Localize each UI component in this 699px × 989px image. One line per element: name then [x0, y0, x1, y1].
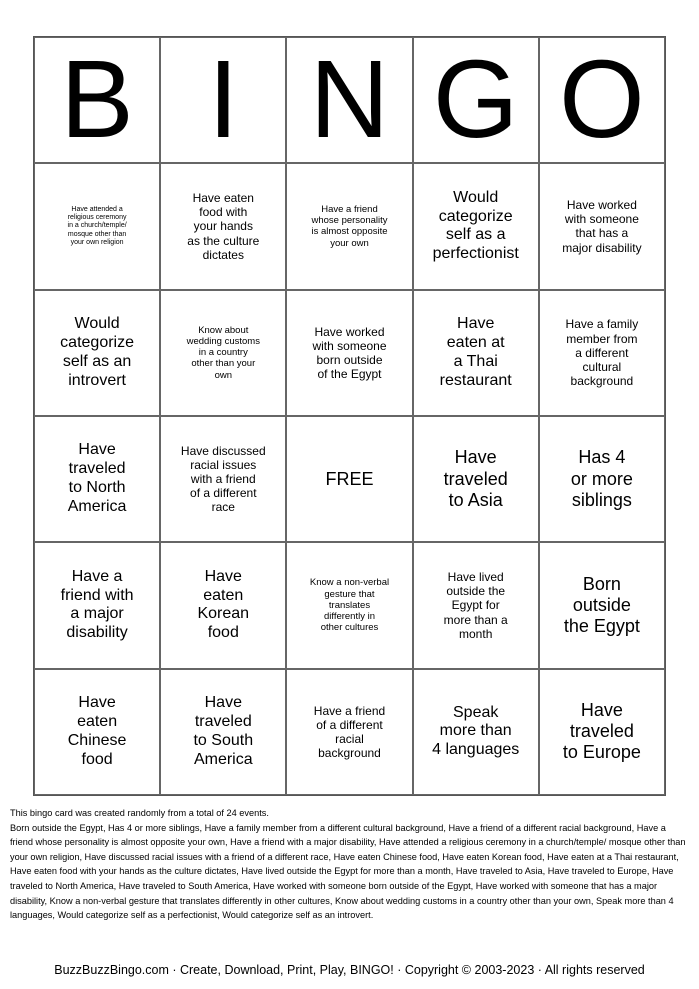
bingo-cell: Have worked with someone born outside of the Egypt: [286, 290, 412, 416]
header-letter-o: O: [539, 37, 665, 163]
bingo-cell: Have eaten Korean food: [160, 542, 286, 668]
header-letter-i: I: [160, 37, 286, 163]
bingo-cell: Have lived outside the Egypt for more than a month: [413, 542, 539, 668]
header-letter-n: N: [286, 37, 412, 163]
bingo-cell: Have a family member from a different cultural background: [539, 290, 665, 416]
bingo-card: [33, 36, 666, 796]
bingo-cell: Have worked with someone that has a major disability: [539, 163, 665, 289]
bingo-cell: Speak more than 4 languages: [413, 669, 539, 795]
bingo-cell: Has 4 or more siblings: [539, 416, 665, 542]
card-info-summary: This bingo card was created randomly from a total of 24 events.: [10, 808, 269, 818]
free-space: FREE: [286, 416, 412, 542]
bingo-cell: Have eaten at a Thai restaurant: [413, 290, 539, 416]
bingo-cell: Would categorize self as a perfectionist: [413, 163, 539, 289]
bingo-cell: Have attended a religious ceremony in a church/temple/ mosque other than your own religion: [34, 163, 160, 289]
bingo-cell: Have eaten food with your hands as the culture dictates: [160, 163, 286, 289]
bingo-cell: Have discussed racial issues with a friend of a different race: [160, 416, 286, 542]
bingo-cell: Have traveled to South America: [160, 669, 286, 795]
bingo-cell: Have traveled to North America: [34, 416, 160, 542]
footer-copyright: BuzzBuzzBingo.com · Create, Download, Print, Play, BINGO! · Copyright © 2003-2023 · All rights reserved: [54, 963, 645, 977]
bingo-cell: Would categorize self as an introvert: [34, 290, 160, 416]
header-letter-b: B: [34, 37, 160, 163]
card-info: [10, 806, 690, 923]
header-letter-g: G: [413, 37, 539, 163]
card-event-list: Born outside the Egypt, Has 4 or more siblings, Have a family member from a different cultural background, Have a friend of a different racial background, Have a friend whose personality is almost opposite your own, Have a friend with a major disability, Have attended a religious ceremony in a church/temple/ mosque other than your own religion, Have discussed racial issues with a friend of a different race, Have eaten Chinese food, Have eaten Korean food, Have eaten at a Thai restaurant, Have eaten food with your hands as the culture dictates, Have lived outside the Egypt for more than a month, Have traveled to Asia, Have traveled to Europe, Have traveled to North America, Have traveled to South America, Have worked with someone born outside of the Egypt, Have worked with someone that has a major disability, Know a non-verbal gesture that translates differently in other cultures, Know about wedding customs in a country other than your own, Speak more than 4 languages, Would categorize self as a perfectionist, Would categorize self as an introvert.: [10, 822, 686, 921]
bingo-cell: Have eaten Chinese food: [34, 669, 160, 795]
bingo-cell: Have traveled to Asia: [413, 416, 539, 542]
bingo-cell: Know a non-verbal gesture that translates differently in other cultures: [286, 542, 412, 668]
bingo-cell: Have a friend whose personality is almost opposite your own: [286, 163, 412, 289]
bingo-cell: Have traveled to Europe: [539, 669, 665, 795]
bingo-cell: Have a friend with a major disability: [34, 542, 160, 668]
bingo-cell: Born outside the Egypt: [539, 542, 665, 668]
bingo-cell: Know about wedding customs in a country other than your own: [160, 290, 286, 416]
bingo-cell: Have a friend of a different racial background: [286, 669, 412, 795]
